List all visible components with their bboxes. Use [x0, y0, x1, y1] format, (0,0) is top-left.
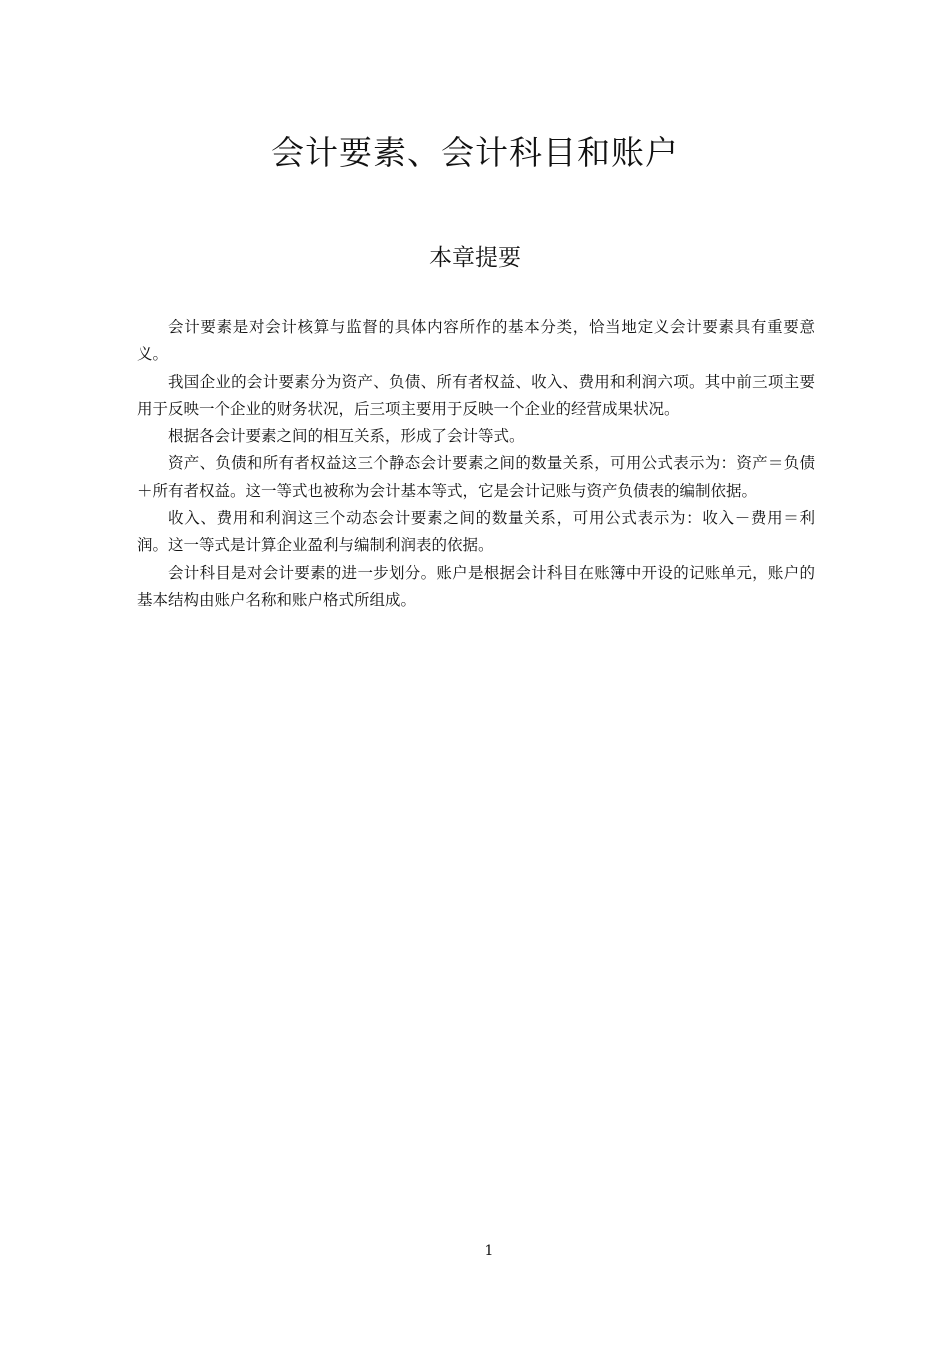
paragraph: 我国企业的会计要素分为资产、负债、所有者权益、收入、费用和利润六项。其中前三项主要用于反映一个企业的财务状况，后三项主要用于反映一个企业的经营成果状况。 — [137, 372, 815, 418]
paragraph: 会计要素是对会计核算与监督的具体内容所作的基本分类，恰当地定义会计要素具有重要意义。 — [137, 318, 815, 364]
paragraph: 会计科目是对会计要素的进一步划分。账户是根据会计科目在账簿中开设的记账单元，账户的基本结构由账户名称和账户格式所组成。 — [137, 563, 815, 609]
page-number: 1 — [484, 1243, 494, 1259]
document-body — [137, 314, 815, 614]
section-title: 本章提要 — [429, 245, 521, 271]
paragraph: 根据各会计要素之间的相互关系，形成了会计等式。 — [168, 427, 525, 446]
document-title: 会计要素、会计科目和账户 — [271, 133, 679, 172]
paragraph: 收入、费用和利润这三个动态会计要素之间的数量关系，可用公式表示为：收入－费用＝利润。这一等式是计算企业盈利与编制利润表的依据。 — [137, 509, 815, 555]
paragraph: 资产、负债和所有者权益这三个静态会计要素之间的数量关系，可用公式表示为：资产＝负债＋所有者权益。这一等式也被称为会计基本等式，它是会计记账与资产负债表的编制依据。 — [137, 454, 815, 500]
